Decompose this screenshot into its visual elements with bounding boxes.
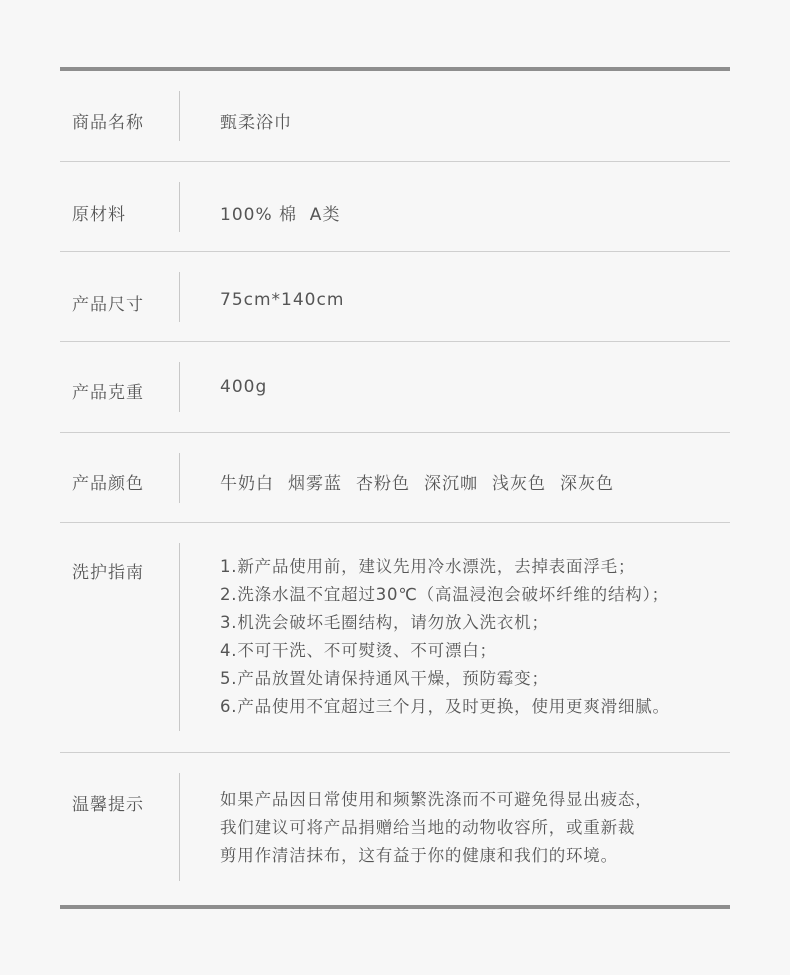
spec-row-care-guide [60, 523, 730, 753]
care-guide-text [220, 553, 670, 721]
color-option: 杏粉色 [356, 474, 410, 494]
color-options [220, 469, 628, 494]
spec-row-size [60, 252, 730, 342]
spec-value: 100% 棉 A类 [220, 205, 341, 225]
care-line: 3.机洗会破坏毛圈结构，请勿放入洗衣机； [220, 613, 549, 632]
care-line: 2.洗涤水温不宜超过30℃（高温浸泡会破坏纤维的结构）； [220, 585, 669, 604]
spec-value: 400g [220, 377, 268, 397]
column-divider [179, 182, 180, 232]
spec-row-warm-tips [60, 753, 730, 905]
care-line: 6.产品使用不宜超过三个月，及时更换，使用更爽滑细腻。 [220, 697, 670, 716]
product-spec-table [60, 67, 730, 909]
spec-row-weight [60, 342, 730, 433]
spec-value: 甄柔浴巾 [220, 113, 292, 133]
column-divider [179, 272, 180, 322]
color-option: 深沉咖 [424, 474, 478, 494]
column-divider [179, 453, 180, 503]
spec-label: 产品尺寸 [72, 295, 144, 315]
spec-row-material [60, 162, 730, 252]
care-line: 1.新产品使用前，建议先用冷水漂洗，去掉表面浮毛； [220, 557, 636, 576]
color-option: 牛奶白 [220, 474, 274, 494]
care-line: 5.产品放置处请保持通风干燥，预防霉变； [220, 669, 549, 688]
spec-row-colors [60, 433, 730, 523]
spec-value: 75cm*140cm [220, 290, 345, 310]
column-divider [179, 543, 180, 731]
column-divider [179, 362, 180, 412]
spec-label: 洗护指南 [72, 563, 144, 583]
color-option: 烟雾蓝 [288, 474, 342, 494]
care-line: 4.不可干洗、不可熨烫、不可漂白； [220, 641, 497, 660]
spec-label: 产品颜色 [72, 474, 144, 494]
column-divider [179, 773, 180, 881]
color-option: 浅灰色 [492, 474, 546, 494]
tips-line: 如果产品因日常使用和频繁洗涤而不可避免得显出疲态， [220, 790, 653, 809]
tips-line: 我们建议可将产品捐赠给当地的动物收容所，或重新裁 [220, 818, 636, 837]
tips-text [220, 786, 653, 870]
spec-label: 商品名称 [72, 113, 144, 133]
tips-line: 剪用作清洁抹布，这有益于你的健康和我们的环境。 [220, 846, 618, 865]
column-divider [179, 91, 180, 141]
spec-label: 原材料 [72, 205, 126, 225]
spec-label: 温馨提示 [72, 795, 144, 815]
spec-row-product-name [60, 71, 730, 162]
spec-label: 产品克重 [72, 383, 144, 403]
color-option: 深灰色 [560, 474, 614, 494]
bottom-rule [60, 905, 730, 909]
